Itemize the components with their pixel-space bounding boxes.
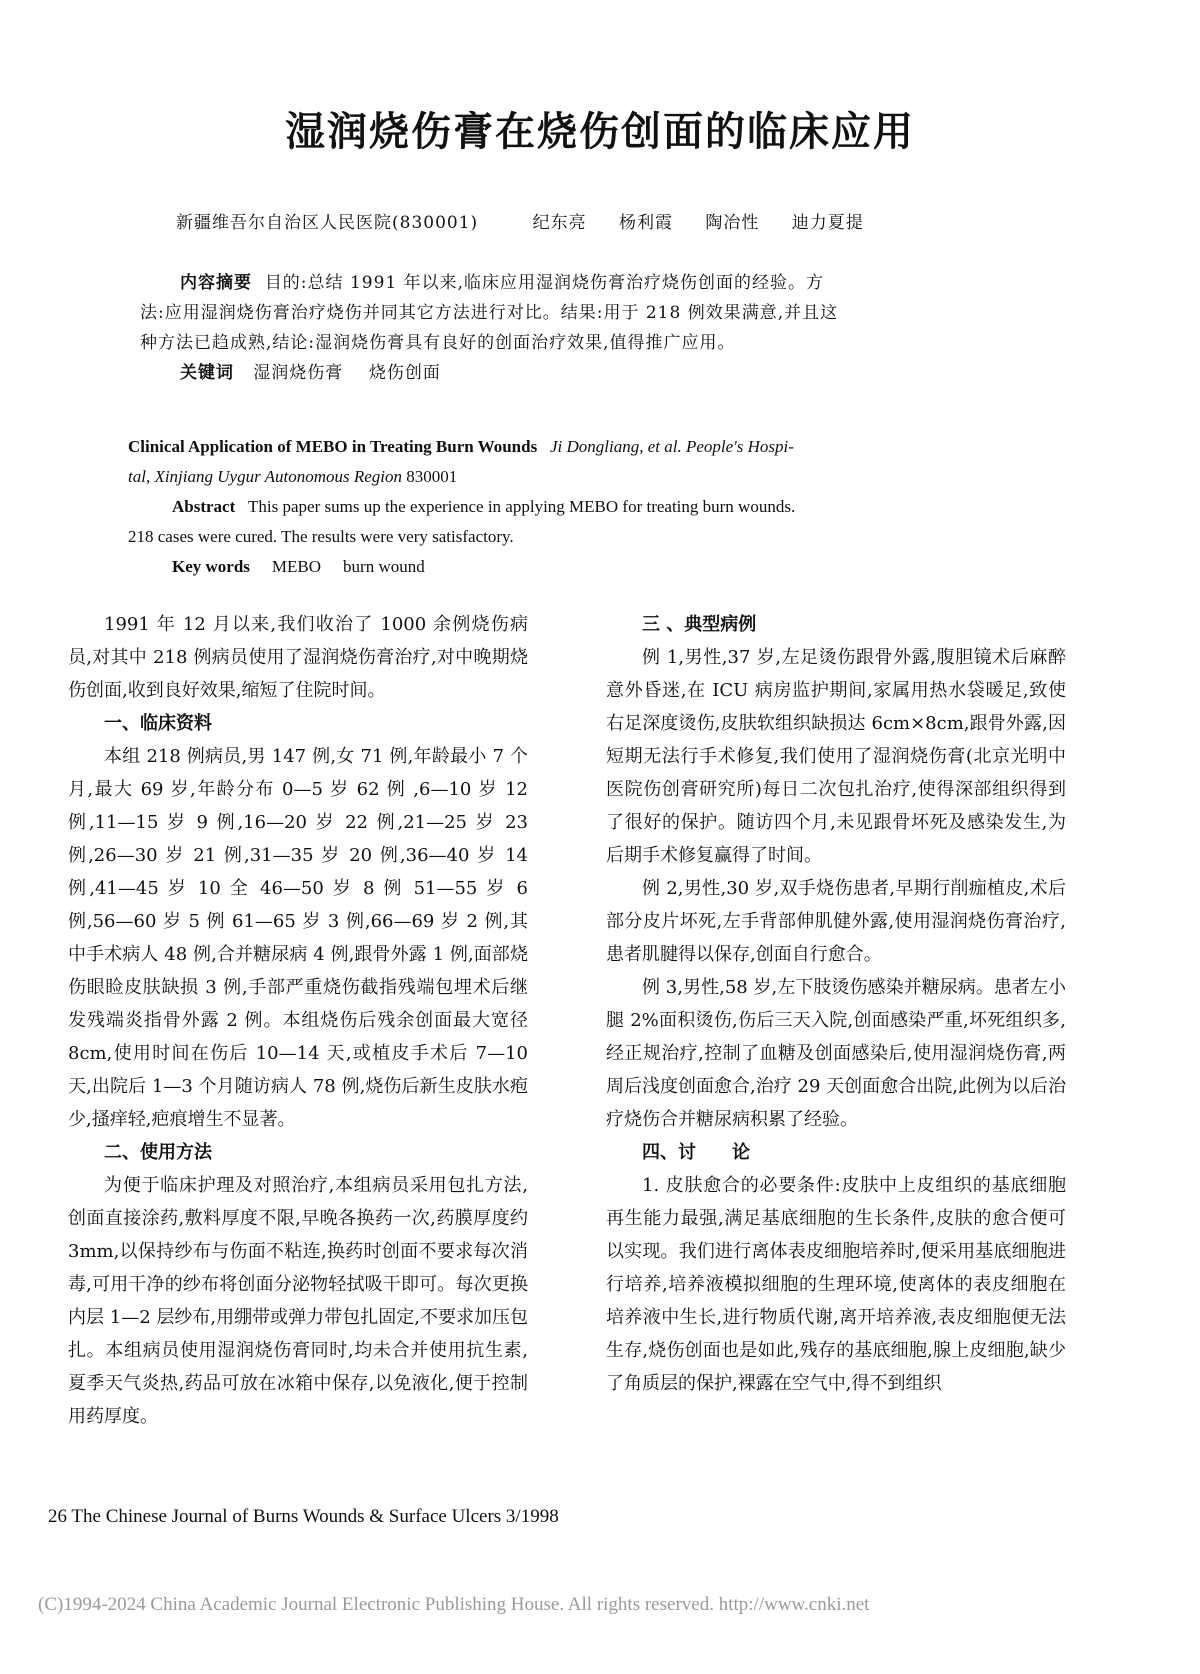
abstract-text-line: 目的:总结 1991 年以来,临床应用湿润烧伤膏治疗烧伤创面的经验。方 [264, 273, 825, 293]
section-heading: 一、临床资料 [104, 713, 212, 734]
abstract-label: Abstract [172, 497, 236, 516]
author-name: 杨利霞 [618, 213, 673, 233]
left-column [68, 608, 528, 1433]
right-column [606, 608, 1066, 1400]
keyword: burn wound [343, 557, 425, 576]
body-paragraph: 为便于临床护理及对照治疗,本组病员采用包扎方法,创面直接涂药,敷料厚度不限,早晚各换药一次,药膜厚度约 3mm,以保持纱布与伤面不粘连,换药时创面不要求每次消毒,可用干净的纱布将创面分泌物轻拭吸干即可。每次更换内层 1—2 层纱布,用绷带或弹力带包扎固定,不要求加压包扎。本组病员使用湿润烧伤膏同时,均未合并使用抗生素,夏季天气炎热,药品可放在冰箱中保存,以免液化,便于控制用药厚度。 [68, 1175, 528, 1427]
case-paragraph: 例 1,男性,37 岁,左足烫伤跟骨外露,腹胆镜术后麻醉意外昏迷,在 ICU 病房监护期间,家属用热水袋暖足,致使右足深度烫伤,皮肤软组织缺损达 6cm×8cm,跟骨外露,因短期无法行手术修复,我们使用了湿润烧伤膏(北京光明中医院伤创膏研究所)每日二次包扎治疗,使得深部组织得到了很好的保护。随访四个月,未见跟骨坏死及感染发生,为后期手术修复赢得了时间。 [606, 647, 1066, 866]
section-heading: 四、讨 论 [642, 1142, 750, 1163]
english-title: Clinical Application of MEBO in Treating Burn Wounds [128, 437, 538, 456]
copyright-notice: (C)1994-2024 China Academic Journal Electronic Publishing House. All rights reserved. http://www.cnki.net [38, 1594, 870, 1615]
institution: 新疆维吾尔自治区人民医院(830001) [176, 213, 479, 233]
case-paragraph: 例 3,男性,58 岁,左下肢烫伤感染并糖尿病。患者左小腿 2%面积烫伤,伤后三天入院,创面感染严重,坏死组织多,经正规治疗,控制了血糖及创面感染后,使用湿润烧伤膏,两周后浅度创面愈合,治疗 29 天创面愈合出院,此例为以后治疗烧伤合并糖尿病积累了经验。 [606, 977, 1066, 1130]
keyword: 湿润烧伤膏 [253, 363, 344, 383]
author-name: 纪东亮 [532, 213, 587, 233]
abstract-text-line: 种方法已趋成熟,结论:湿润烧伤膏具有良好的创面治疗效果,值得推广应用。 [140, 333, 736, 353]
intro-paragraph: 1991 年 12 月以来,我们收治了 1000 余例烧伤病员,对其中 218 例病员使用了湿润烧伤膏治疗,对中晚期烧伤创面,收到良好效果,缩短了住院时间。 [68, 614, 528, 701]
author-name: 陶冶性 [705, 213, 760, 233]
paper-title: 湿润烧伤膏在烧伤创面的临床应用 [285, 109, 915, 155]
english-abstract [128, 432, 1040, 582]
abstract-text-line: This paper sums up the experience in applying MEBO for treating burn wounds. [248, 497, 796, 516]
postcode: 830001 [406, 467, 458, 486]
author-line [176, 208, 890, 233]
english-author-line: Ji Dongliang, et al. People's Hospi- [549, 437, 794, 456]
chinese-abstract [140, 268, 1040, 388]
keyword: MEBO [271, 557, 322, 576]
keywords-label: 关键词 [180, 363, 234, 383]
section-heading: 三 、典型病例 [642, 614, 757, 635]
author-name: 迪力夏提 [791, 213, 864, 233]
section-heading: 二、使用方法 [104, 1142, 212, 1163]
english-author-line: tal, Xinjiang Uygur Autonomous Region [128, 467, 403, 486]
abstract-label: 内容摘要 [180, 273, 252, 293]
page-footer: 26 The Chinese Journal of Burns Wounds & Surface Ulcers 3/1998 [48, 1506, 559, 1527]
body-paragraph: 1. 皮肤愈合的必要条件:皮肤中上皮组织的基底细胞再生能力最强,满足基底细胞的生长条件,皮肤的愈合便可以实现。我们进行离体表皮细胞培养时,便采用基底细胞进行培养,培养液模拟细胞的生理环境,使离体的表皮细胞在培养液中生长,进行物质代谢,离开培养液,表皮细胞便无法生存,烧伤创面也是如此,残存的基底细胞,腺上皮细胞,缺少了角质层的保护,裸露在空气中,得不到组织 [606, 1175, 1066, 1394]
body-paragraph: 本组 218 例病员,男 147 例,女 71 例,年龄最小 7 个月,最大 69 岁,年龄分布 0—5 岁 62 例 ,6—10 岁 12 例,11—15 岁 9 例,16—20 岁 22 例,21—25 岁 23 例,26—30 岁 21 例,31—35 岁 20 例,36—40 岁 14 例,41—45 岁 10 全 46—50 岁 8 例 51—55 岁 6 例,56—60 岁 5 例 61—65 岁 3 例,66—69 岁 2 例,其中手术病人 48 例,合并糖尿病 4 例,跟骨外露 1 例,面部烧伤眼睑皮肤缺损 3 例,手部严重烧伤截指残端包埋术后继发残端炎指骨外露 2 例。本组烧伤后残余创面最大宽径 8cm,使用时间在伤后 10—14 天,或植皮手术后 7—10 天,出院后 1—3 个月随访病人 78 例,烧伤后新生皮肤水疱少,搔痒轻,疤痕增生不显著。 [68, 746, 528, 1130]
case-paragraph: 例 2,男性,30 岁,双手烧伤患者,早期行削痂植皮,术后部分皮片坏死,左手背部伸肌健外露,使用湿润烧伤膏治疗,患者肌腱得以保存,创面自行愈合。 [606, 878, 1066, 965]
keywords-label: Key words [172, 557, 250, 576]
keyword: 烧伤创面 [368, 363, 441, 383]
abstract-text-line: 法:应用湿润烧伤膏治疗烧伤并同其它方法进行对比。结果:用于 218 例效果满意,并且这 [140, 303, 839, 323]
abstract-text-line: 218 cases were cured. The results were very satisfactory. [128, 527, 514, 546]
